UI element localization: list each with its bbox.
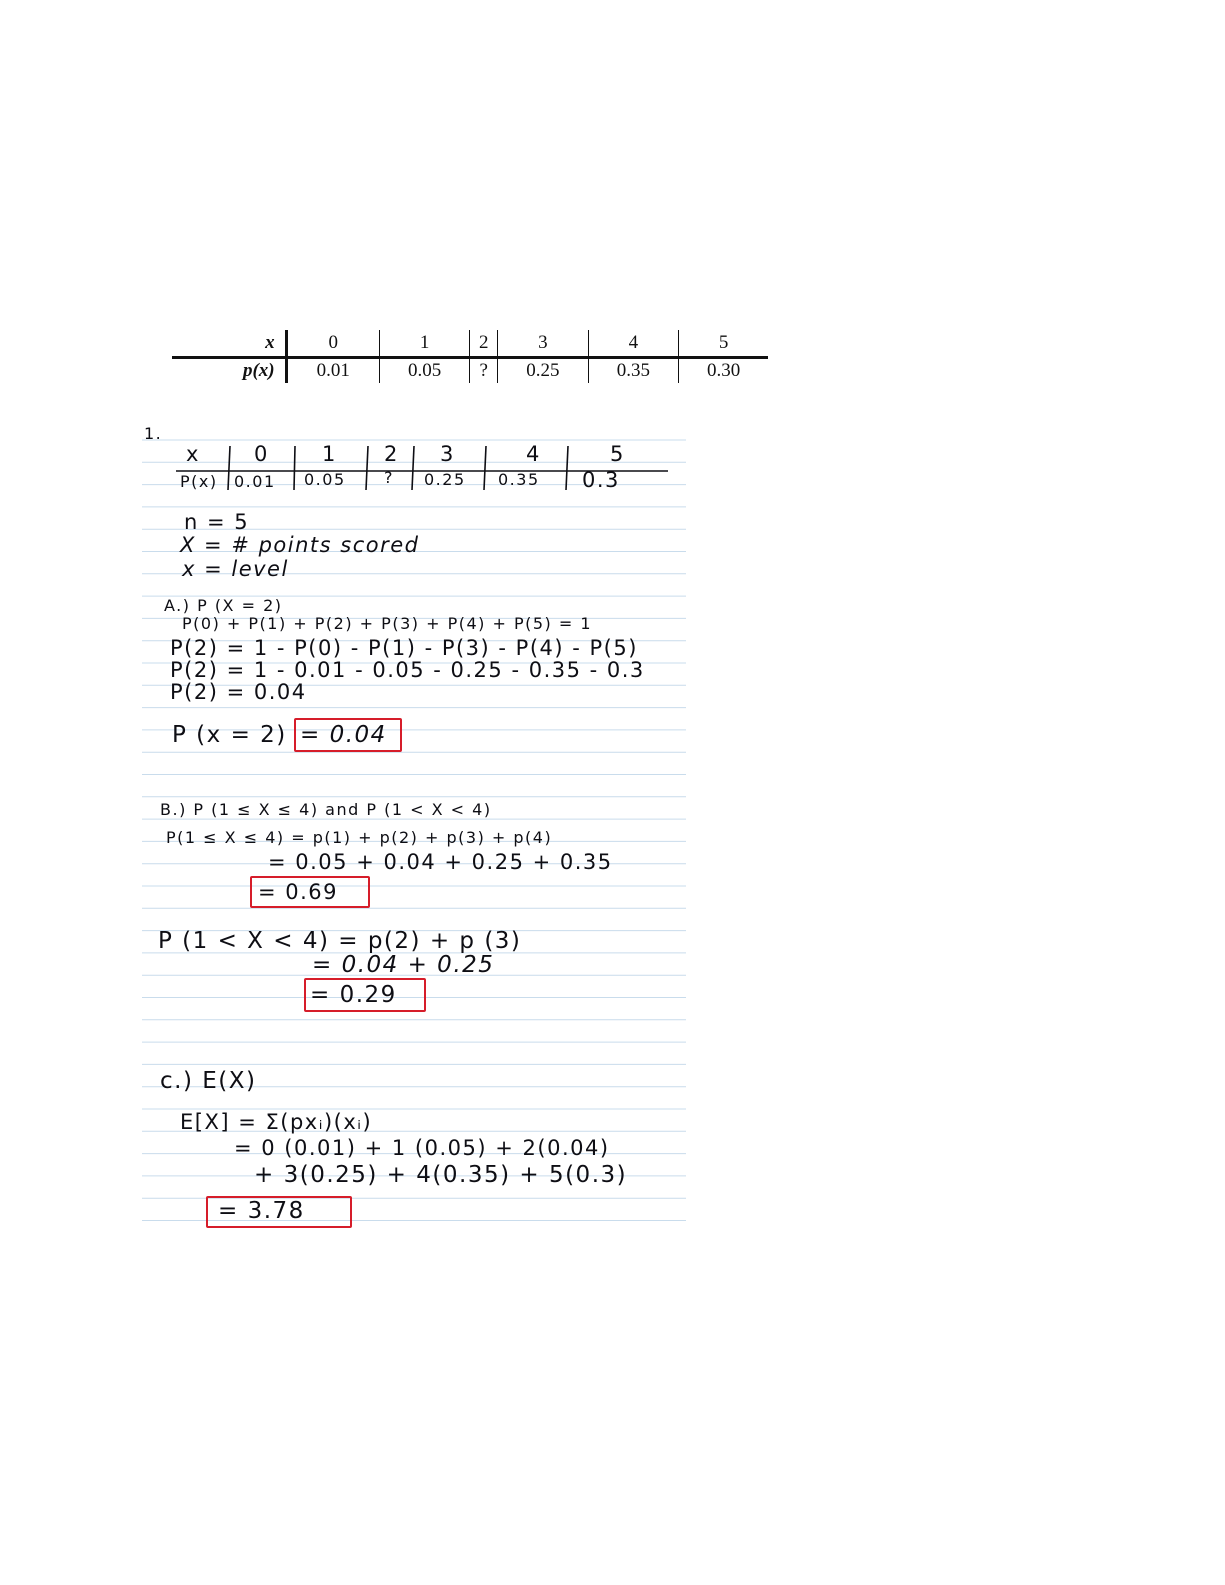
- part-c-line: = 0 (0.01) + 1 (0.05) + 2(0.04): [234, 1136, 610, 1160]
- printed-table-x-cell: 3: [498, 330, 589, 358]
- printed-table-p-cell: ?: [470, 358, 498, 384]
- printed-table-p-cell: 0.01: [286, 358, 379, 384]
- hw-table-p-cell: 0.01: [234, 472, 276, 491]
- printed-probability-table: [172, 330, 768, 383]
- hw-table-x-cell: 3: [440, 442, 455, 466]
- printed-table-p-cell: 0.05: [379, 358, 470, 384]
- part-a-answer: = 0.04: [300, 722, 387, 748]
- hw-table-x-cell: 2: [384, 442, 399, 466]
- definition-random-variable: X = # points scored: [180, 533, 420, 557]
- handwritten-notes: [142, 424, 686, 1230]
- part-c-heading: c.) E(X): [160, 1068, 257, 1094]
- printed-table-x-cell: 1: [379, 330, 470, 358]
- part-c-line: + 3(0.25) + 4(0.35) + 5(0.3): [254, 1162, 628, 1188]
- printed-table-p-cell: 0.30: [679, 358, 768, 384]
- hw-table-p-cell: 0.05: [304, 470, 346, 489]
- part-b-line: = 0.05 + 0.04 + 0.25 + 0.35: [268, 850, 613, 874]
- part-c-answer: = 3.78: [218, 1198, 305, 1224]
- part-a-line: P(2) = 1 - P(0) - P(1) - P(3) - P(4) - P(5): [170, 636, 638, 660]
- part-a-line: P(0) + P(1) + P(2) + P(3) + P(4) + P(5) = 1: [182, 614, 593, 633]
- part-a-answer-lhs: P (x = 2): [172, 722, 287, 748]
- part-b-line2: = 0.04 + 0.25: [312, 952, 495, 978]
- printed-table-x-cell: 4: [588, 330, 679, 358]
- part-b-heading: B.) P (1 ≤ X ≤ 4) and P (1 < X < 4): [160, 800, 492, 819]
- part-c-line: E[X] = Σ(pxᵢ)(xᵢ): [180, 1110, 373, 1134]
- definition-level: x = level: [182, 557, 289, 581]
- printed-table-x-cell: 0: [286, 330, 379, 358]
- problem-number: 1.: [144, 424, 163, 443]
- printed-table-p-cell: 0.35: [588, 358, 679, 384]
- part-b-answer1: = 0.69: [258, 880, 339, 904]
- printed-table-x-label: x: [172, 330, 286, 358]
- printed-table-p-row: [172, 358, 768, 384]
- hw-table-p-cell: ?: [384, 468, 394, 487]
- printed-table-x-cell: 5: [679, 330, 768, 358]
- hw-table-p-cell: 0.3: [582, 468, 620, 492]
- hw-table-x-cell: 5: [610, 442, 625, 466]
- part-b-line2: P (1 < X < 4) = p(2) + p (3): [158, 928, 522, 954]
- hw-table-x-label: x: [186, 442, 200, 466]
- printed-table-p-cell: 0.25: [498, 358, 589, 384]
- hw-table-x-cell: 0: [254, 442, 269, 466]
- hw-table-x-cell: 4: [526, 442, 541, 466]
- part-a-line: P(2) = 1 - 0.01 - 0.05 - 0.25 - 0.35 - 0.3: [170, 658, 645, 682]
- printed-table-x-row: [172, 330, 768, 358]
- definition-n: n = 5: [184, 510, 250, 534]
- part-a-heading: A.) P (X = 2): [164, 596, 283, 615]
- printed-table-p-label: p(x): [242, 360, 275, 381]
- hw-table-p-cell: 0.35: [498, 470, 540, 489]
- hw-table-p-cell: 0.25: [424, 470, 466, 489]
- part-b-answer2: = 0.29: [310, 982, 397, 1008]
- printed-table-x-cell: 2: [470, 330, 498, 358]
- part-b-line: P(1 ≤ X ≤ 4) = p(1) + p(2) + p(3) + p(4): [166, 828, 553, 847]
- part-a-line: P(2) = 0.04: [170, 680, 307, 704]
- hw-table-x-cell: 1: [322, 442, 337, 466]
- hw-table-p-label: P(x): [180, 472, 218, 491]
